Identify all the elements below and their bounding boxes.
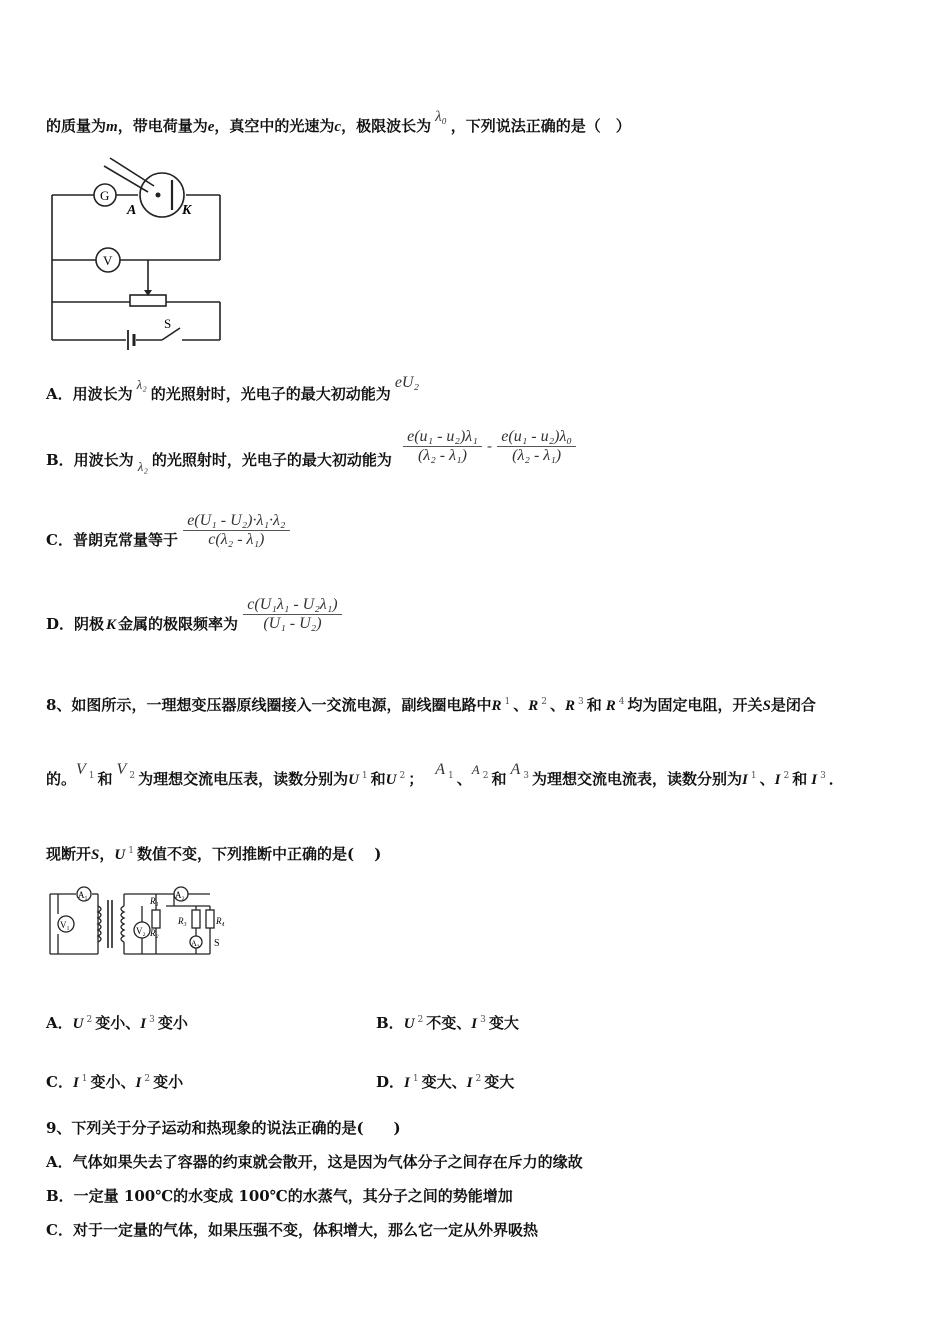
var-lambda2: λ₂ <box>137 458 148 474</box>
option-text: D． <box>376 1073 405 1091</box>
option-text: 变大 <box>484 1073 515 1091</box>
q9-option-c: C．对于一定量的气体，如果压强不变，体积增大，那么它一定从外界吸热 <box>46 1221 538 1239</box>
q9-option-b: B．一定量 100℃的水变成 100℃的水蒸气，其分子之间的势能增加 <box>46 1187 513 1205</box>
separator: ． <box>828 770 844 788</box>
var-V1: V <box>76 761 86 778</box>
var-U2: U <box>385 772 397 788</box>
formula-eU2: eU₂ <box>394 374 420 391</box>
option-text: 金属的极限频率为 <box>118 614 239 633</box>
var-U2: U <box>403 1016 415 1032</box>
label-R3: R₃ <box>178 916 187 926</box>
option-text: 的光照射时，光电子的最大初动能为 <box>151 450 392 469</box>
subscript: 1 <box>81 1074 88 1084</box>
q7-option-d <box>46 596 342 633</box>
q8-text: 数值不变，下列推断中正确的是( ) <box>136 845 382 863</box>
label-A: A <box>127 203 137 218</box>
var-I2: I <box>466 1075 473 1091</box>
option-text: A． <box>46 1014 73 1032</box>
option-text: 变大、 <box>421 1073 467 1091</box>
fraction-numerator: e(U₁ - U₂)·λ₁·λ₂ <box>183 512 289 531</box>
var-e: e <box>207 119 215 135</box>
option-text: C． <box>46 1073 73 1091</box>
fraction-denominator: c(λ₂ - λ₁) <box>208 531 265 548</box>
q7-stem-text: 的质量为 <box>46 117 107 135</box>
fraction-numerator: c(U₁λ₁ - U₂λ₁) <box>243 596 341 615</box>
fraction-denominator: (λ₂ - λ₁) <box>512 447 562 464</box>
subscript: 3 <box>820 771 826 781</box>
var-U2: U <box>72 1016 84 1032</box>
subscript: 2 <box>86 1015 93 1025</box>
q8-text: 为理想交流电压表，读数分别为 <box>138 770 349 788</box>
var-S: S <box>91 847 100 863</box>
separator: 、 <box>456 770 472 788</box>
var-R3: R <box>564 698 575 714</box>
var-A3: A <box>510 761 521 778</box>
separator: 、 <box>759 770 775 788</box>
option-text: B．用波长为 <box>46 450 134 469</box>
subscript: 3 <box>523 771 530 781</box>
var-I2: I <box>774 772 781 788</box>
var-U1: U <box>348 772 359 788</box>
label-V1: V₁ <box>60 920 70 930</box>
subscript: 2 <box>144 1074 151 1084</box>
formula-fraction-1 <box>403 428 482 465</box>
subscript: 2 <box>482 771 489 781</box>
label-R1: R₁ <box>150 896 159 906</box>
subscript: 2 <box>417 1015 424 1025</box>
option-text: 变小 <box>157 1014 188 1032</box>
q8-option-c <box>46 1071 183 1092</box>
fraction-numerator: e(u₁ - u₂)λ₀ <box>497 428 576 447</box>
q7-stem-text: ，极限波长为 <box>341 117 432 135</box>
subscript: 2 <box>783 771 790 781</box>
subscript: 3 <box>149 1015 155 1025</box>
label-R2: R₂ <box>150 928 159 938</box>
var-K: K <box>106 616 117 633</box>
q7-stem-text: ，真空中的光速为 <box>214 117 335 135</box>
subscript: 2 <box>475 1074 482 1084</box>
subscript: 1 <box>361 771 368 781</box>
formula-planck <box>183 512 289 549</box>
var-lambda0: λ₀ <box>435 109 447 125</box>
var-I3: I <box>140 1016 147 1032</box>
subscript: 1 <box>448 771 454 781</box>
label-R4: R₄ <box>216 916 225 926</box>
label-V2: V₂ <box>136 926 146 936</box>
fraction-denominator: (λ₂ - λ₁) <box>417 447 467 464</box>
var-I1: I <box>404 1075 410 1091</box>
q8-option-a <box>46 1012 188 1033</box>
subscript: 1 <box>128 846 134 856</box>
subscript: 1 <box>412 1074 419 1084</box>
subscript: 3 <box>578 697 584 707</box>
q8-option-b <box>376 1012 519 1033</box>
conjunction: 和 <box>97 770 113 788</box>
q8-text: 是闭合 <box>770 696 816 714</box>
option-text: 的光照射时，光电子的最大初动能为 <box>150 385 391 403</box>
minus-sign: - <box>487 438 493 455</box>
subscript: 1 <box>504 697 511 707</box>
fraction-denominator: (U₁ - U₂) <box>263 615 322 632</box>
option-text: B． <box>376 1014 404 1032</box>
label-K: K <box>182 203 192 218</box>
option-text: 变小、 <box>90 1073 136 1091</box>
label-G: G <box>100 188 110 203</box>
q8-option-d <box>376 1071 514 1092</box>
var-I3: I <box>471 1016 478 1032</box>
label-A1: A₁ <box>78 890 88 900</box>
var-c: c <box>334 119 342 135</box>
q7-option-c <box>46 512 290 549</box>
option-text: 变大 <box>488 1014 519 1032</box>
option-text: 不变、 <box>426 1014 472 1032</box>
conjunction: 和 <box>370 770 386 788</box>
subscript: 2 <box>399 771 406 781</box>
conjunction: 和 <box>586 696 602 714</box>
subscript: 4 <box>618 697 625 707</box>
q7-stem-text: ，下列说法正确的是（ ） <box>450 117 631 135</box>
var-A2: A <box>471 762 480 777</box>
var-R2: R <box>528 698 539 714</box>
option-text: 变小、 <box>95 1014 141 1032</box>
q8-stem-line-1 <box>46 694 816 715</box>
q8-text: 现断开 <box>46 845 92 863</box>
subscript: 2 <box>541 697 547 707</box>
option-text: D．阴极 <box>46 614 105 633</box>
q8-text: 8、如图所示，一理想变压器原线圈接入一交流电源，副线圈电路中 <box>46 696 492 714</box>
var-V2: V <box>116 761 127 778</box>
separator: 、 <box>549 696 565 714</box>
label-V: V <box>103 253 113 268</box>
fraction-numerator: e(u₁ - u₂)λ₁ <box>403 428 482 447</box>
var-A1: A <box>435 761 446 778</box>
option-text: 变小 <box>153 1073 184 1091</box>
q8-text: ， <box>99 845 115 863</box>
label-A2: A₂ <box>175 890 185 900</box>
q8-text: 均为固定电阻，开关 <box>627 696 763 714</box>
option-text: A．用波长为 <box>46 385 133 403</box>
transformer-circuit-diagram <box>44 884 234 960</box>
q8-text: 为理想交流电流表，读数分别为 <box>532 770 743 788</box>
var-U1: U <box>114 847 126 863</box>
conjunction: 和 <box>491 770 507 788</box>
label-S: S <box>214 938 220 949</box>
q9-stem: 9、下列关于分子运动和热现象的说法正确的是( ) <box>46 1119 401 1137</box>
var-lambda2: λ₂ <box>136 377 147 392</box>
q7-option-a <box>46 374 420 404</box>
var-I1: I <box>72 1075 79 1091</box>
photoelectric-circuit-diagram <box>44 150 234 355</box>
var-m: m <box>106 119 118 135</box>
var-I2: I <box>135 1075 142 1091</box>
q7-option-b <box>46 428 576 474</box>
var-R4: R <box>605 698 616 714</box>
var-I1: I <box>742 772 748 788</box>
formula-fraction-2 <box>497 428 576 465</box>
separator: 、 <box>513 696 529 714</box>
subscript: 1 <box>88 771 95 781</box>
q8-stem-line-2 <box>46 761 844 789</box>
label-S: S <box>164 316 172 331</box>
q8-text: 的。 <box>46 770 77 788</box>
subscript: 3 <box>480 1015 486 1025</box>
var-I3: I <box>811 772 818 788</box>
var-R1: R <box>491 698 502 714</box>
q7-stem <box>46 109 631 136</box>
formula-threshold-frequency <box>243 596 341 633</box>
option-text: C．普朗克常量等于 <box>46 530 178 549</box>
subscript: 2 <box>129 771 136 781</box>
subscript: 1 <box>750 771 757 781</box>
q8-stem-line-3 <box>46 843 381 864</box>
separator: ； <box>408 770 424 788</box>
conjunction: 和 <box>792 770 808 788</box>
label-A3: A₃ <box>191 939 200 948</box>
q9-option-a: A．气体如果失去了容器的约束就会散开，这是因为气体分子之间存在斥力的缘故 <box>46 1153 583 1171</box>
var-S: S <box>762 698 771 714</box>
q7-stem-text: ，带电荷量为 <box>117 117 208 135</box>
